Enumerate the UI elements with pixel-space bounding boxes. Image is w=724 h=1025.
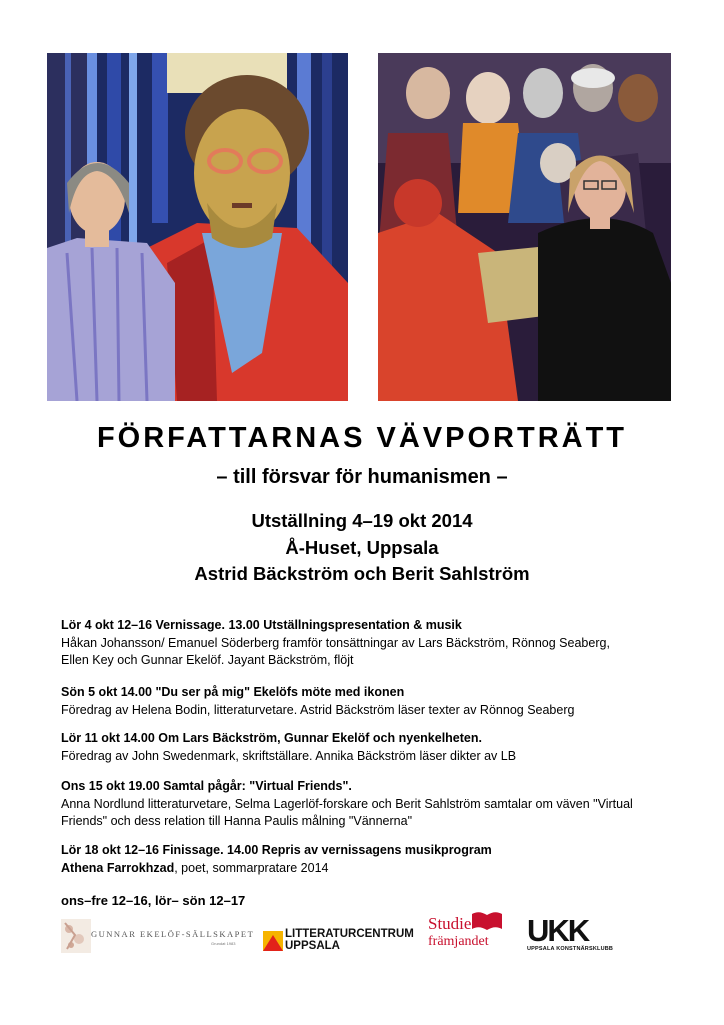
program-event bbox=[61, 842, 492, 877]
exhibition-dates: Utställning 4–19 okt 2014 bbox=[251, 510, 473, 531]
ekelof-logo-text: GUNNAR EKELÖF-SÄLLSKAPET bbox=[91, 929, 255, 939]
event-description-line bbox=[61, 860, 492, 878]
event-description-line: Anna Nordlund litteraturvetare, Selma Lagerlöf-forskare och Berit Sahlström samtalar om väven "Virtual bbox=[61, 796, 633, 811]
poster-title: FÖRFATTARNAS VÄVPORTRÄTT bbox=[96, 422, 628, 454]
logo-gunnar-ekelof-sallskapet bbox=[61, 919, 257, 953]
ukk-logo-letters: UKK bbox=[527, 913, 589, 948]
opening-hours: ons–fre 12–16, lör– sön 12–17 bbox=[61, 893, 246, 908]
event-description-line: Håkan Johansson/ Emanuel Söderberg framför tonsättningar av Lars Bäckström, Rönnog Seaberg, bbox=[61, 635, 610, 650]
woven-group-image bbox=[378, 53, 671, 401]
logo-studiefrämjandet bbox=[426, 910, 506, 956]
ekelof-logo-subtext: Grundat 1983 bbox=[211, 941, 236, 946]
event-heading: Lör 18 okt 12–16 Finissage. 14.00 Repris av vernissagens musikprogram bbox=[61, 843, 492, 857]
event-heading: Ons 15 okt 19.00 Samtal pågår: "Virtual Friends". bbox=[61, 779, 352, 793]
logo-uppsala-konstnarsklubb bbox=[527, 913, 617, 955]
event-description-line: Ellen Key och Gunnar Ekelöf. Jayant Bäckström, flöjt bbox=[61, 653, 354, 667]
ekelof-emblem-icon bbox=[61, 919, 91, 953]
litteraturcentrum-line2: UPPSALA bbox=[285, 940, 340, 952]
event-description-line: Föredrag av John Swedenmark, skriftställare. Annika Bäckström läser dikter av LB bbox=[61, 748, 517, 763]
event-heading: Sön 5 okt 14.00 "Du ser på mig" Ekelöfs möte med ikonen bbox=[61, 685, 405, 699]
program-event bbox=[61, 730, 516, 765]
performer-name: Athena Farrokhzad bbox=[61, 860, 175, 875]
event-description-line: Friends" och dess relation till Hanna Paulis målning "Vännerna" bbox=[61, 814, 413, 828]
program-event bbox=[61, 684, 574, 719]
open-book-icon bbox=[470, 910, 504, 932]
event-description-line: Föredrag av Helena Bodin, litteraturvetare. Astrid Bäckström läser texter av Rönnog Seaberg bbox=[61, 702, 575, 717]
program-event bbox=[61, 778, 633, 831]
event-heading: Lör 11 okt 14.00 Om Lars Bäckström, Gunnar Ekelöf och nyenkelheten. bbox=[61, 731, 482, 745]
event-heading: Lör 4 okt 12–16 Vernissage. 13.00 Utställningspresentation & musik bbox=[61, 618, 462, 632]
exhibition-artists: Astrid Bäckström och Berit Sahlström bbox=[194, 563, 530, 584]
poster-subtitle: – till försvar för humanismen – bbox=[216, 466, 508, 488]
exhibition-venue: Å-Huset, Uppsala bbox=[285, 537, 439, 558]
woven-portrait-image bbox=[47, 53, 348, 401]
ukk-logo-subtext: UPPSALA KONSTNÄRSKLUBB bbox=[527, 946, 614, 952]
studie-logo-line2: främjandet bbox=[428, 934, 489, 949]
studie-logo-line1: Studie bbox=[428, 914, 472, 933]
logo-litteraturcentrum-uppsala bbox=[263, 927, 413, 953]
photo-berit-sahlstrom bbox=[378, 53, 671, 401]
performer-description: , poet, sommarpratare 2014 bbox=[174, 860, 329, 875]
photo-astrid-backstrom bbox=[47, 53, 348, 401]
program-event bbox=[61, 617, 610, 670]
litteraturcentrum-emblem-icon bbox=[263, 931, 283, 951]
litteraturcentrum-line1: LITTERATURCENTRUM bbox=[285, 928, 414, 940]
